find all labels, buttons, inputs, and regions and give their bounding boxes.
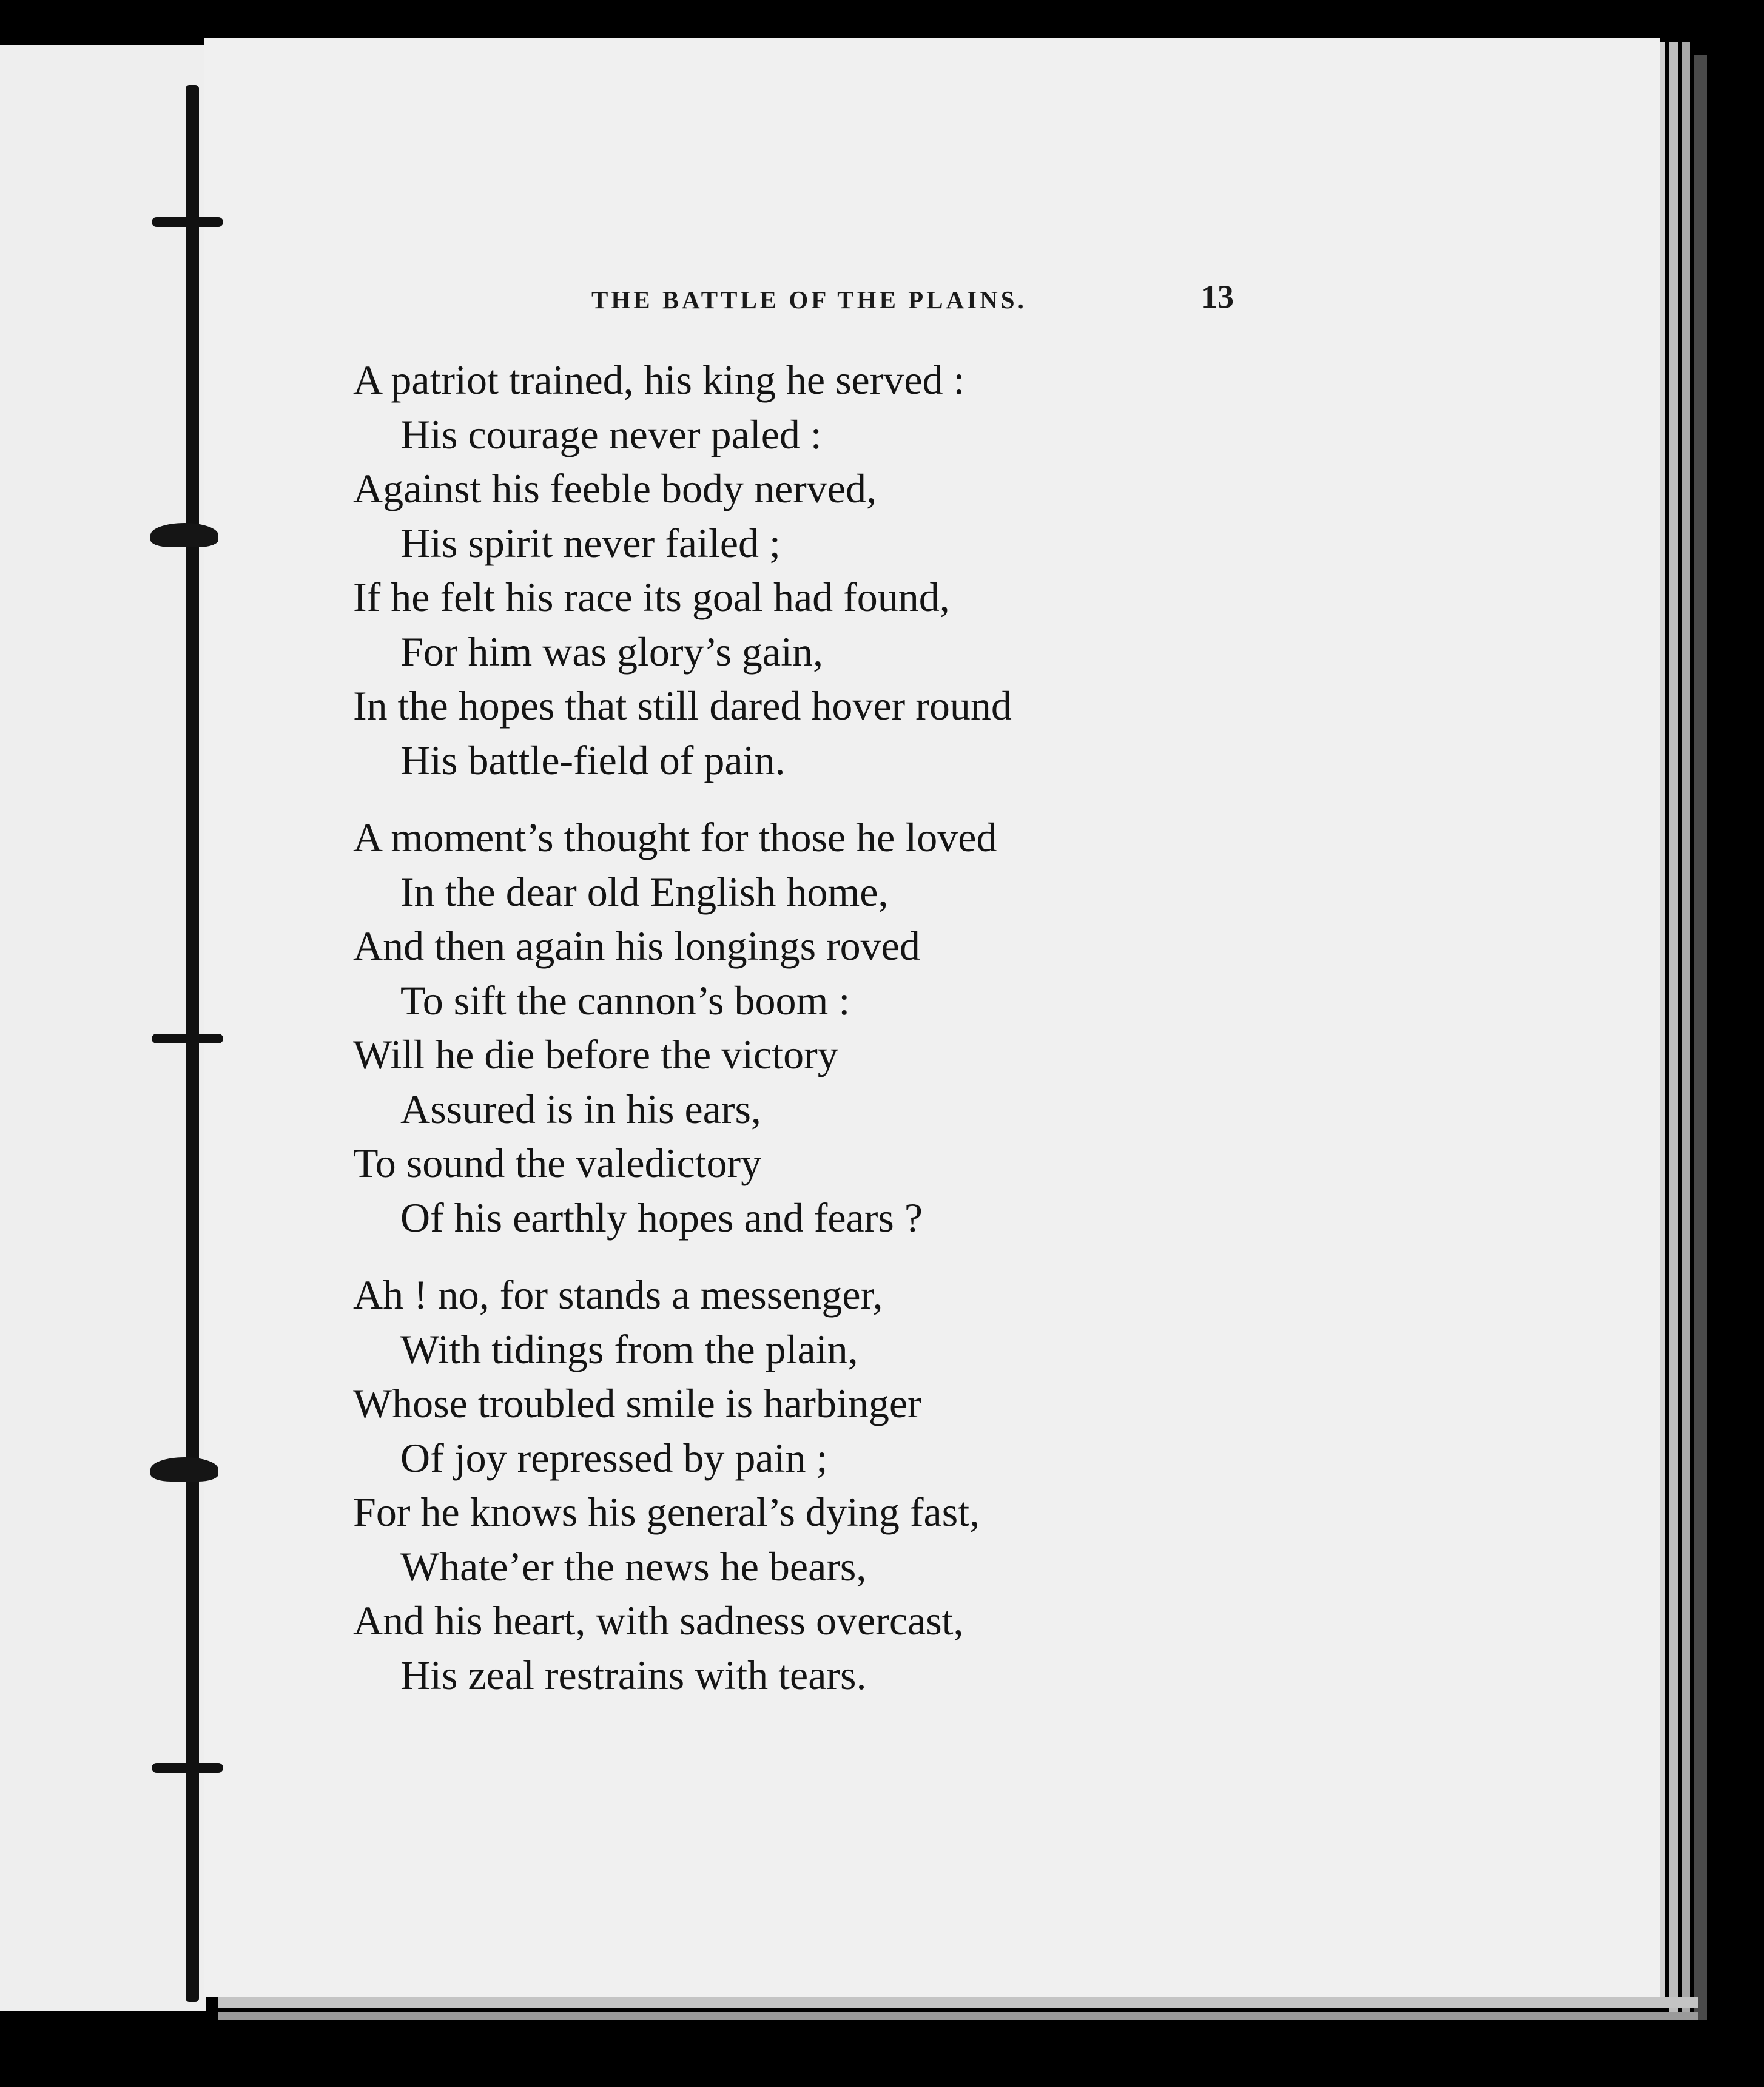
poem-line: His zeal restrains with tears. — [400, 1651, 867, 1698]
page-edge — [1682, 42, 1690, 2020]
poem-line: In the hopes that still dared hover round — [353, 683, 1012, 729]
poem-line: With tidings from the plain, — [400, 1326, 858, 1372]
previous-page-edge — [0, 45, 206, 2011]
poem-line: To sound the valedictory — [353, 1140, 762, 1186]
binding-thread — [186, 85, 199, 2002]
running-head: THE BATTLE OF THE PLAINS. — [591, 286, 1027, 314]
poem-line: Of his earthly hopes and fears ? — [400, 1194, 923, 1241]
poem-line: For him was glory’s gain, — [400, 628, 823, 675]
poem-line: Assured is in his ears, — [400, 1085, 761, 1132]
poem-line: His courage never paled : — [400, 411, 822, 457]
poem-line: And his heart, with sadness overcast, — [353, 1597, 964, 1644]
book-cover-edge — [1694, 55, 1707, 2020]
poem-line: Will he die before the victory — [353, 1031, 838, 1077]
poem-line: Of joy repressed by pain ; — [400, 1434, 828, 1481]
page-number: 13 — [1201, 278, 1234, 315]
binding-knot — [150, 1457, 218, 1482]
poem-line: In the dear old English home, — [400, 868, 889, 915]
binding-knot — [150, 523, 218, 547]
bottom-page-edge — [218, 1997, 1698, 2008]
poem — [353, 353, 1506, 1725]
poem-line: Whate’er the news he bears, — [400, 1543, 867, 1590]
poem-line: For he knows his general’s dying fast, — [353, 1489, 980, 1535]
poem-line: His battle-field of pain. — [400, 737, 786, 783]
poem-line: To sift the cannon’s boom : — [400, 977, 850, 1023]
stanza — [353, 1268, 1506, 1702]
page-edge — [1669, 42, 1678, 2014]
stanza — [353, 353, 1506, 787]
poem-line: A patriot trained, his king he served : — [353, 357, 965, 403]
binding-stitch — [152, 217, 223, 227]
poem-line: A moment’s thought for those he loved — [353, 814, 997, 860]
poem-line: Ah ! no, for stands a messenger, — [353, 1272, 883, 1318]
bottom-page-edge — [218, 2012, 1698, 2020]
binding-stitch — [152, 1763, 223, 1773]
poem-line: If he felt his race its goal had found, — [353, 574, 950, 620]
poem-line: Whose troubled smile is harbinger — [353, 1380, 921, 1426]
stanza — [353, 811, 1506, 1245]
poem-line: Against his feeble body nerved, — [353, 465, 877, 511]
poem-line: His spirit never failed ; — [400, 519, 781, 566]
binding-stitch — [152, 1034, 223, 1044]
poem-line: And then again his longings roved — [353, 923, 920, 969]
